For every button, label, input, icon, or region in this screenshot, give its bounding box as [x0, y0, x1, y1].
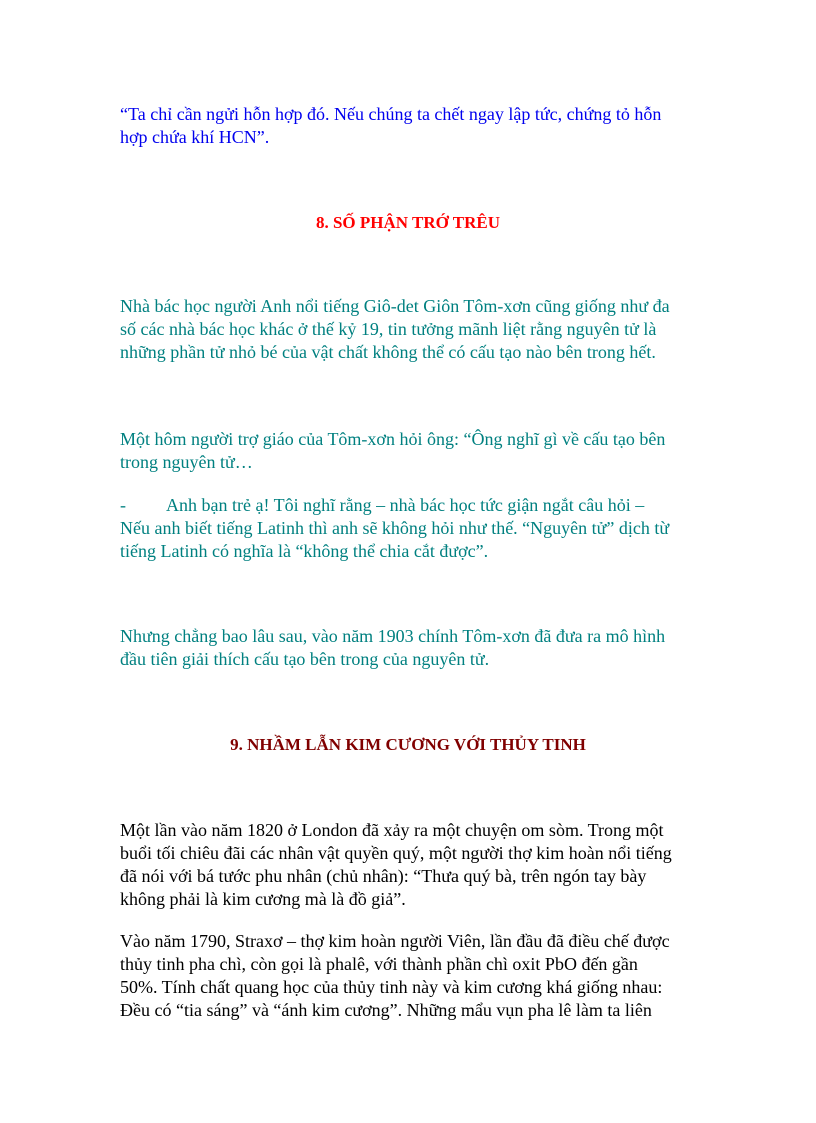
- text-line: tiếng Latinh có nghĩa là “không thể chia cắt được”.: [120, 541, 489, 561]
- section-9-title: 9. NHẦM LẪN KIM CƯƠNG VỚI THỦY TINH: [230, 735, 586, 754]
- text-line: trong nguyên tử…: [120, 452, 253, 472]
- text-line: Nhưng chẳng bao lâu sau, vào năm 1903 chính Tôm-xơn đã đưa ra mô hình: [120, 626, 666, 646]
- text-line: Anh bạn trẻ ạ! Tôi nghĩ rằng – nhà bác học tức giận ngắt câu hỏi –: [166, 495, 645, 515]
- text-line: đầu tiên giải thích cấu tạo bên trong của nguyên tử.: [120, 649, 490, 669]
- dialogue-first-line: [120, 494, 700, 517]
- section-8-title: 8. SỐ PHẬN TRỚ TRÊU: [315, 213, 501, 232]
- text-line: thủy tinh pha chì, còn gọi là phalê, với thành phần chì oxit PbO đến gần: [120, 954, 638, 974]
- text-line: Vào năm 1790, Straxơ – thợ kim hoàn người Viên, lần đầu đã điều chế được: [120, 931, 670, 951]
- quote-line: “Ta chỉ cần ngửi hỗn hợp đó. Nếu chúng ta chết ngay lập tức, chứng tỏ hỗn: [120, 104, 662, 124]
- text-line: không phải là kim cương mà là đồ giả”.: [120, 889, 406, 909]
- text-line: 50%. Tính chất quang học của thủy tinh này và kim cương khá giống nhau:: [120, 977, 663, 997]
- text-line: Nếu anh biết tiếng Latinh thì anh sẽ không hỏi như thế. “Nguyên tử” dịch từ: [120, 518, 670, 538]
- text-line: buổi tối chiêu đãi các nhân vật quyền quý, một người thợ kim hoàn nổi tiếng: [120, 843, 672, 863]
- quote-line: hợp chứa khí HCN”.: [120, 127, 270, 147]
- text-line: số các nhà bác học khác ở thế kỷ 19, tin tưởng mãnh liệt rằng nguyên tử là: [120, 319, 657, 339]
- quote-paragraph: [120, 103, 700, 149]
- section-8-paragraph-2: [120, 428, 700, 474]
- section-8-dialogue: [120, 494, 700, 563]
- section-8-paragraph-4: [120, 625, 700, 671]
- section-9-paragraph-1: [120, 819, 700, 911]
- text-line: Đều có “tia sáng” và “ánh kim cương”. Những mẩu vụn pha lê làm ta liên: [120, 1000, 652, 1020]
- text-line: những phần tử nhỏ bé của vật chất không thể có cấu tạo nào bên trong hết.: [120, 342, 656, 362]
- section-8-paragraph-1: [120, 295, 700, 364]
- text-line: Một hôm người trợ giáo của Tôm-xơn hỏi ông: “Ông nghĩ gì về cấu tạo bên: [120, 429, 666, 449]
- section-9-paragraph-2: [120, 930, 700, 1022]
- dialogue-dash: -: [120, 495, 126, 515]
- text-line: Một lần vào năm 1820 ở London đã xảy ra một chuyện om sòm. Trong một: [120, 820, 664, 840]
- text-line: Nhà bác học người Anh nổi tiếng Giô-det Giôn Tôm-xơn cũng giống như đa: [120, 296, 670, 316]
- text-line: đã nói với bá tước phu nhân (chủ nhân): “Thưa quý bà, trên ngón tay bày: [120, 866, 647, 886]
